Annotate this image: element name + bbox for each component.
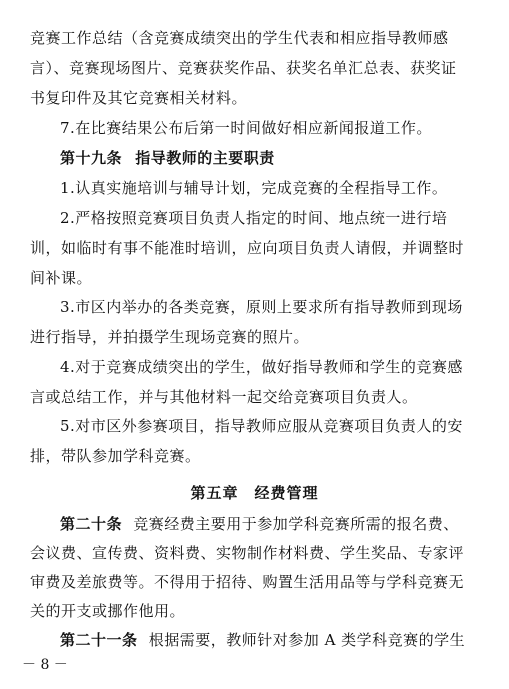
paragraph-line: 4.对于竞赛成绩突出的学生，做好指导教师和学生的竞赛感 bbox=[60, 358, 463, 376]
paragraph-line: 会议费、宣传费、资料费、实物制作材料费、学生奖品、专家评 bbox=[30, 544, 465, 562]
paragraph-line: 进行指导，并拍摄学生现场竞赛的照片。 bbox=[30, 328, 310, 346]
chapter-heading: 第五章 经费管理 bbox=[190, 484, 319, 502]
article-20-line bbox=[60, 514, 509, 534]
paragraph-line: 言）、竞赛现场图片、竞赛获奖作品、获奖名单汇总表、获奖证 bbox=[30, 59, 457, 77]
article-number: 第二十条 bbox=[60, 515, 123, 533]
article-number: 第二十一条 bbox=[60, 631, 138, 649]
paragraph-text: 竞赛经费主要用于参加学科竞赛所需的报名费、 bbox=[133, 515, 459, 533]
paragraph-line: 间补课。 bbox=[30, 269, 93, 287]
page-number: － 8 － bbox=[22, 657, 68, 673]
article-heading: 指导教师的主要职责 bbox=[135, 149, 275, 167]
paragraph-line: 竞赛工作总结（含竞赛成绩突出的学生代表和相应指导教师感 bbox=[30, 29, 449, 47]
paragraph-line: 排，带队参加学科竞赛。 bbox=[30, 447, 201, 465]
paragraph-line: 7.在比赛结果公布后第一时间做好相应新闻报道工作。 bbox=[60, 119, 432, 137]
paragraph-line: 2.严格按照竞赛项目负责人指定的时间、地点统一进行培 bbox=[60, 209, 448, 227]
article-19-heading bbox=[60, 148, 509, 168]
paragraph-line: 1.认真实施培训与辅导计划，完成竞赛的全程指导工作。 bbox=[60, 179, 448, 197]
article-21-line bbox=[60, 630, 509, 650]
paragraph-line: 书复印件及其它竞赛相关材料。 bbox=[30, 89, 248, 107]
article-number: 第十九条 bbox=[60, 149, 123, 167]
paragraph-line: 3.市区内举办的各类竞赛，原则上要求所有指导教师到现场 bbox=[60, 298, 463, 316]
paragraph-text: 根据需要，教师针对参加 A 类学科竞赛的学生 bbox=[148, 631, 466, 649]
paragraph-line: 5.对市区外参赛项目，指导教师应服从竞赛项目负责人的安 bbox=[60, 417, 463, 435]
paragraph-line: 言或总结工作，并与其他材料一起交给竞赛项目负责人。 bbox=[30, 388, 418, 406]
paragraph-line: 审费及差旅费等。不得用于招待、购置生活用品等与学科竞赛无 bbox=[30, 573, 465, 591]
paragraph-line: 关的开支或挪作他用。 bbox=[30, 602, 186, 620]
paragraph-line: 训，如临时有事不能准时培训，应向项目负责人请假，并调整时 bbox=[30, 239, 465, 257]
